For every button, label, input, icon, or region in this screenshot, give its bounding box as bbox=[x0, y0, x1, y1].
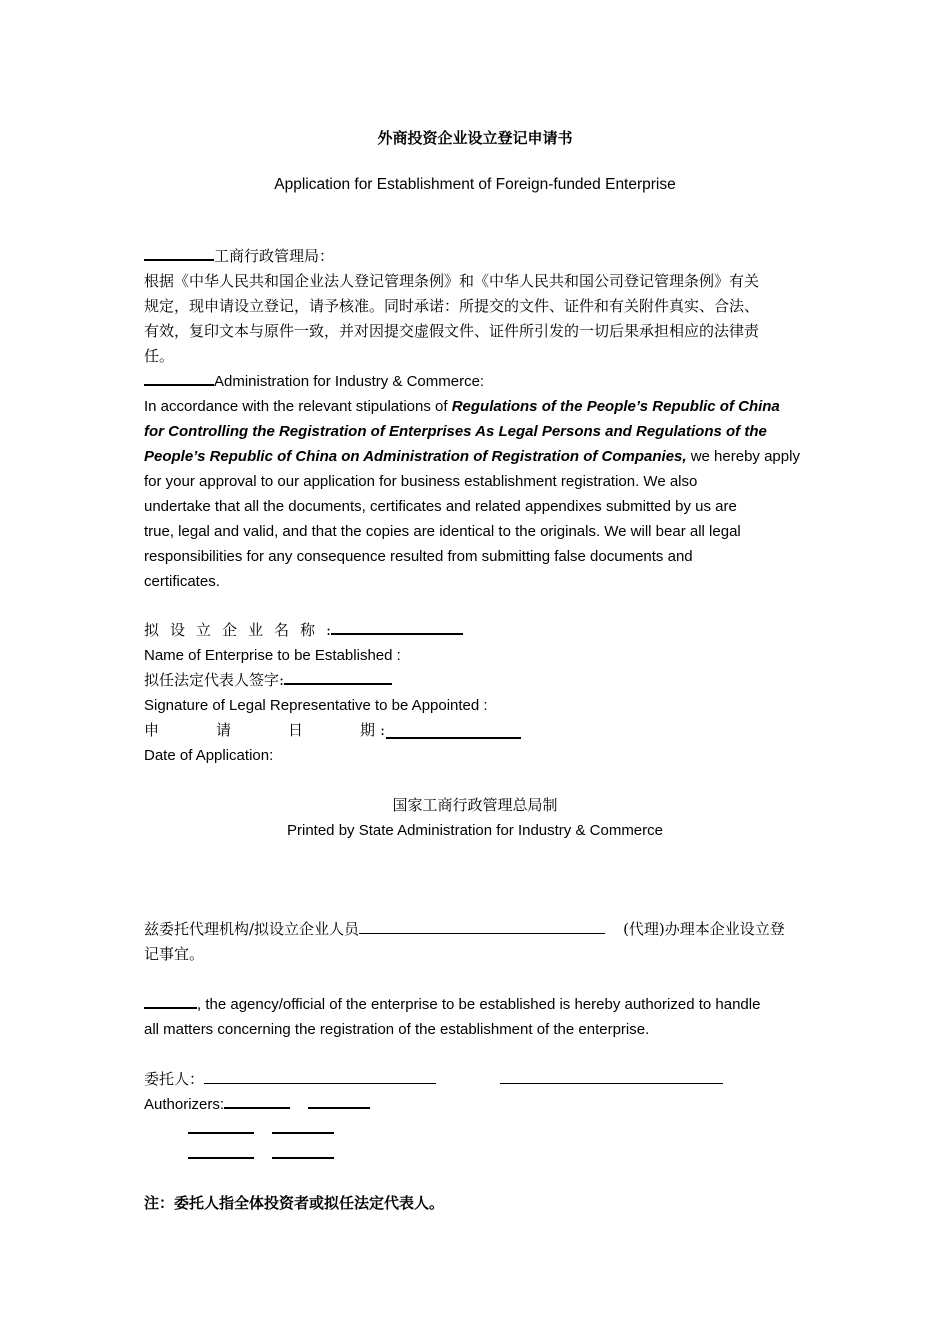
enterprise-name-en: Name of Enterprise to be Established : bbox=[144, 647, 401, 664]
authorizers-row-2 bbox=[188, 1117, 334, 1142]
authorization-zh-line-1 bbox=[144, 917, 785, 942]
signature-field[interactable] bbox=[284, 668, 392, 685]
addressee-en-line bbox=[144, 369, 484, 394]
date-zh-char: 日 bbox=[288, 721, 304, 739]
agent-name-en-field[interactable] bbox=[144, 992, 197, 1009]
authorizers-zh-label: 委托人： bbox=[144, 1070, 205, 1088]
authorizers-en-line bbox=[144, 1092, 370, 1117]
note-zh: 注：委托人指全体投资者或拟任法定代表人。 bbox=[144, 1194, 445, 1212]
printed-by-zh: 国家工商行政管理总局制 bbox=[392, 796, 558, 814]
agent-name-field[interactable] bbox=[359, 918, 605, 934]
enterprise-name-zh-label: 拟设立企业名称 bbox=[144, 621, 327, 639]
body-en-line-7: responsibilities for any consequence resulted from submitting false documents and bbox=[144, 548, 693, 565]
authorization-en-line-2: all matters concerning the registration of the establishment of the enterprise. bbox=[144, 1021, 650, 1038]
colon: : bbox=[326, 621, 332, 639]
title-zh: 外商投资企业设立登记申请书 bbox=[377, 129, 573, 147]
blank-line[interactable] bbox=[144, 369, 214, 386]
authorizer-field[interactable] bbox=[272, 1142, 334, 1159]
authorizers-en-label: Authorizers: bbox=[144, 1096, 225, 1113]
enterprise-name-field[interactable] bbox=[331, 618, 463, 635]
body-zh-line-4: 任。 bbox=[144, 347, 175, 365]
authorization-zh-text: 兹委托代理机构/拟设立企业人员 bbox=[144, 920, 360, 938]
authorizer-field[interactable] bbox=[500, 1068, 723, 1084]
date-en: Date of Application: bbox=[144, 747, 274, 764]
body-en-line-5: undertake that all the documents, certificates and related appendixes submitted by us are bbox=[144, 498, 737, 515]
regulation-title: People’s Republic of China on Administration of Registration of Companies, bbox=[144, 448, 687, 465]
body-en-line-6: true, legal and valid, and that the copies are identical to the originals. We will bear all legal bbox=[144, 523, 741, 540]
body-en-text: we hereby apply bbox=[686, 448, 800, 465]
body-en-line-8: certificates. bbox=[144, 573, 220, 590]
printed-by-en: Printed by State Administration for Industry & Commerce bbox=[287, 822, 663, 839]
authorizer-field[interactable] bbox=[308, 1092, 370, 1109]
colon: : bbox=[380, 721, 386, 739]
enterprise-name-zh-line bbox=[144, 618, 463, 643]
body-en-line-2: for Controlling the Registration of Enterprises As Legal Persons and Regulations of the bbox=[144, 423, 767, 440]
regulation-title: Regulations of the People’s Republic of China bbox=[451, 398, 780, 415]
addressee-zh: 工商行政管理局： bbox=[214, 247, 335, 265]
authorizers-zh-line bbox=[144, 1067, 723, 1092]
authorization-zh-line-2: 记事宜。 bbox=[144, 945, 205, 963]
date-zh-char: 请 bbox=[216, 721, 232, 739]
addressee-zh-line bbox=[144, 244, 334, 269]
authorization-zh-text: (代理)办理本企业设立登 bbox=[623, 920, 785, 938]
blank-line[interactable] bbox=[144, 244, 214, 261]
authorizer-field[interactable] bbox=[188, 1117, 254, 1134]
body-en-text: In accordance with the relevant stipulations of bbox=[144, 398, 452, 415]
authorizer-field[interactable] bbox=[272, 1117, 334, 1134]
body-zh-line-3: 有效，复印文本与原件一致，并对因提交虚假文件、证件所引发的一切后果承担相应的法律责 bbox=[144, 322, 760, 340]
addressee-en: Administration for Industry & Commerce: bbox=[214, 373, 485, 390]
authorization-en-text: , the agency/official of the enterprise to be established is hereby authorized to handle bbox=[197, 996, 761, 1013]
body-en-line-1 bbox=[144, 394, 780, 419]
title-en: Application for Establishment of Foreign-funded Enterprise bbox=[274, 176, 676, 193]
signature-en: Signature of Legal Representative to be Appointed : bbox=[144, 697, 488, 714]
authorizer-field[interactable] bbox=[224, 1092, 290, 1109]
signature-zh-line bbox=[144, 668, 392, 693]
body-en-line-4: for your approval to our application for business establishment registration. We also bbox=[144, 473, 698, 490]
date-zh-char: 申 bbox=[144, 721, 160, 739]
signature-zh-label: 拟任法定代表人签字: bbox=[144, 671, 285, 689]
body-zh-line-2: 规定，现申请设立登记，请予核准。同时承诺：所提交的文件、证件和有关附件真实、合法、 bbox=[144, 297, 760, 315]
date-zh-char: 期 bbox=[360, 721, 376, 739]
body-zh-line-1: 根据《中华人民共和国企业法人登记管理条例》和《中华人民共和国公司登记管理条例》有关 bbox=[144, 272, 760, 290]
authorizers-row-3 bbox=[188, 1142, 334, 1167]
date-field[interactable] bbox=[386, 722, 521, 739]
authorization-en-line-1 bbox=[144, 992, 760, 1017]
authorizer-field[interactable] bbox=[204, 1068, 436, 1084]
body-en-line-3 bbox=[144, 444, 800, 469]
authorizer-field[interactable] bbox=[188, 1142, 254, 1159]
